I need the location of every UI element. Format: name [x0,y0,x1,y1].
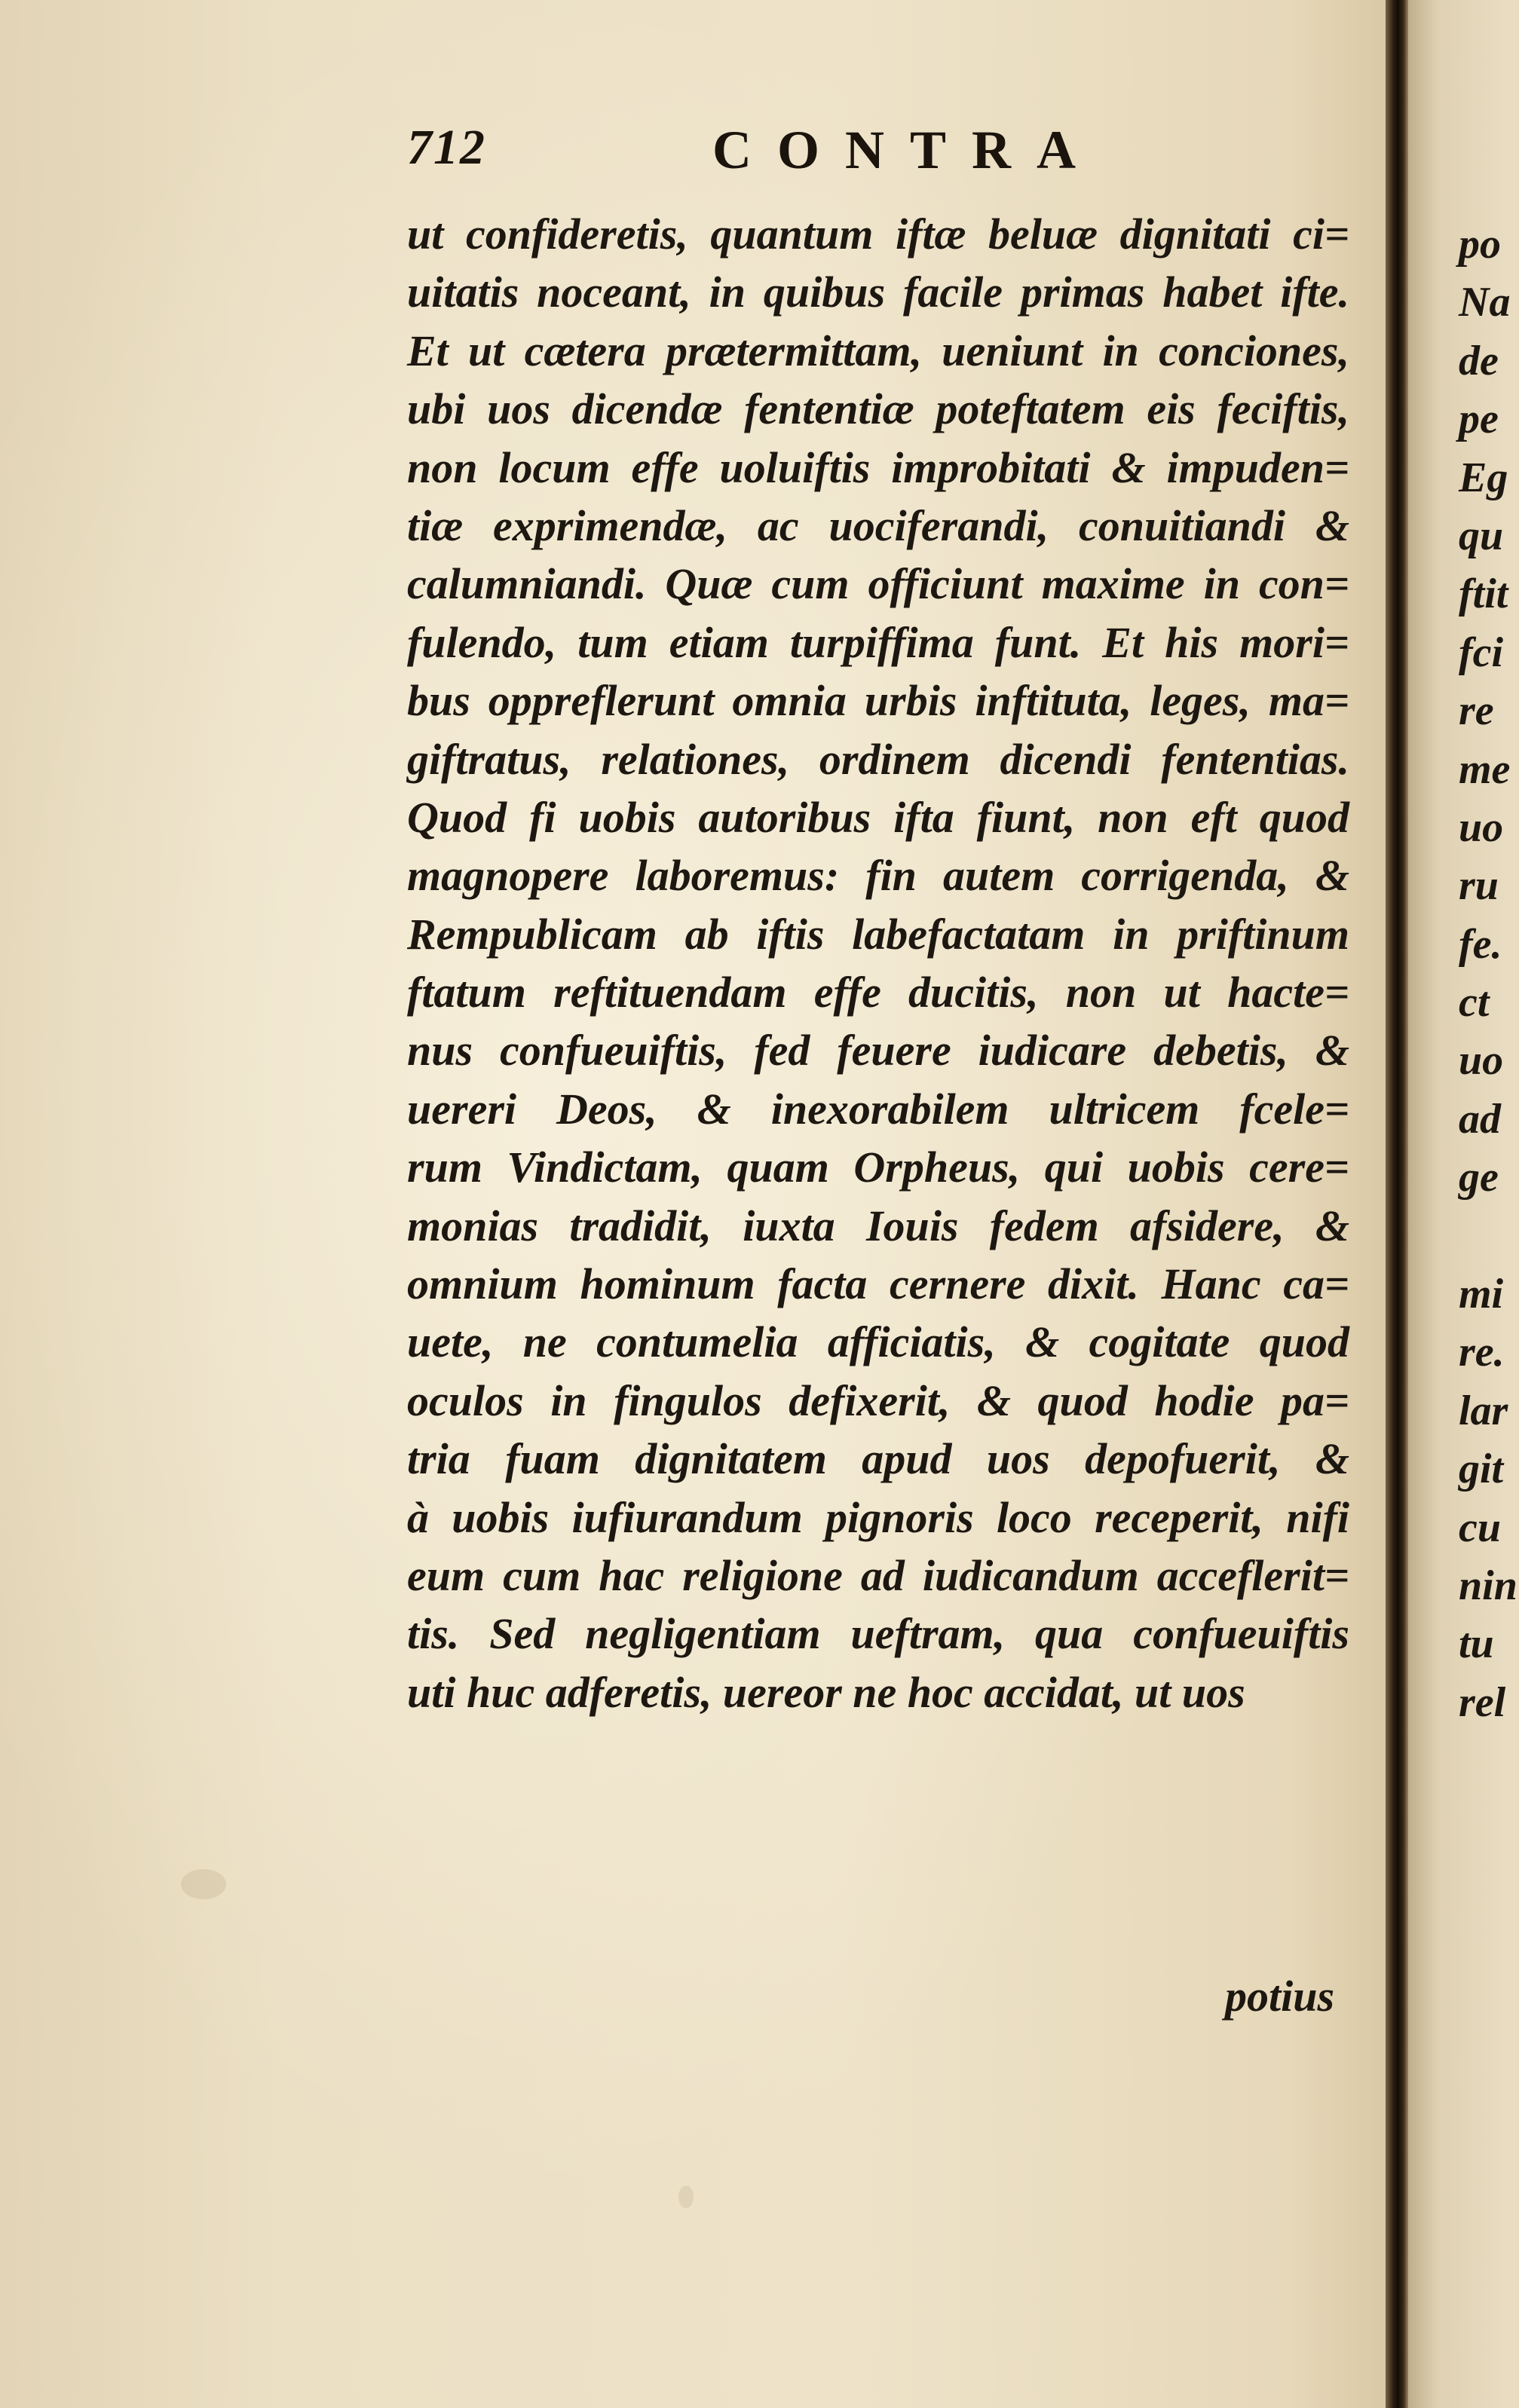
paper-stain [181,1869,226,1899]
fragment-line: cu [1459,1504,1501,1551]
fragment-line: rel [1459,1678,1506,1726]
text-line: tria fuam dignitatem apud uos depofuerit, & [407,1434,1349,1484]
text-line: uitatis noceant, in quibus facile primas habet ifte. [407,268,1349,317]
right-page-fragments [1459,216,1519,1732]
fragment-line: re [1459,687,1494,735]
fragment-line: pe [1459,396,1499,443]
text-line: nus confueuiftis, fed feuere iudicare debetis, & [407,1026,1349,1075]
fragment-line: nin [1459,1562,1517,1609]
fragment-line: Eg [1459,454,1508,501]
body-text [407,205,1349,1721]
text-line: Et ut cætera prætermittam, ueniunt in conciones, [407,326,1349,375]
text-line: rum Vindictam, quam Orpheus, qui uobis cere= [407,1143,1349,1192]
paper-stain [678,2186,694,2208]
text-line: omnium hominum facta cernere dixit. Hanc ca= [407,1259,1349,1309]
fragment-line: de [1459,337,1499,384]
page-header [407,119,1312,187]
fragment-line: ru [1459,862,1499,910]
text-line: Rempublicam ab iftis labefactatam in priftinum [407,909,1349,959]
fragment-line: Na [1459,279,1511,326]
text-line: non locum effe uoluiftis improbitati & impuden= [407,442,1349,492]
text-line: bus oppreflerunt omnia urbis inftituta, leges, ma= [407,676,1349,726]
text-line: tiæ exprimendæ, ac uociferandi, conuitiandi & [407,500,1349,550]
text-line: magnopere laboremus: fin autem corrigenda, & [407,851,1349,901]
fragment-line: re. [1459,1329,1505,1376]
fragment-line: lar [1459,1387,1508,1434]
fragment-line: mi [1459,1271,1504,1318]
text-line: ut confideretis, quantum iftæ beluæ dignitati ci= [407,210,1349,259]
fragment-line: ad [1459,1095,1501,1143]
fragment-line: uo [1459,803,1504,851]
fragment-line [1459,1207,1519,1265]
text-line: fulendo, tum etiam turpiffima funt. Et his mori= [407,617,1349,667]
text-line: oculos in fingulos defixerit, & quod hodie pa= [407,1375,1349,1425]
fragment-line: qu [1459,512,1504,559]
text-line: uti huc adferetis, uereor ne hoc accidat, ut uos [407,1667,1245,1717]
fragment-line: ge [1459,1154,1499,1201]
text-line: monias tradidit, iuxta Iouis fedem afsidere, & [407,1201,1349,1250]
fragment-line: po [1459,221,1501,268]
fragment-line: fci [1459,629,1504,676]
fragment-line: uo [1459,1037,1504,1085]
fragment-line: me [1459,745,1511,793]
text-line: ftatum reftituendam effe ducitis, non ut hacte= [407,968,1349,1017]
fragment-line: ct [1459,979,1490,1027]
book-gutter [1386,0,1408,2408]
text-line: eum cum hac religione ad iudicandum acceflerit= [407,1550,1349,1600]
text-line: tis. Sed negligentiam ueftram, qua confueuiftis [407,1609,1349,1659]
text-line: giftratus, relationes, ordinem dicendi fententias. [407,734,1349,784]
text-line: calumniandi. Quæ cum officiunt maxime in con= [407,559,1349,609]
text-line: uete, ne contumelia afficiatis, & cogitate quod [407,1317,1349,1367]
fragment-line: ftit [1459,571,1508,618]
page-number: 712 [407,120,486,175]
text-line: Quod fi uobis autoribus ifta fiunt, non eft quod [407,792,1349,842]
text-line: à uobis iufiurandum pignoris loco receperit, nifi [407,1492,1349,1542]
running-head: CONTRA [712,120,1102,180]
fragment-line: fe. [1459,920,1502,968]
text-line: ubi uos dicendæ fententiæ poteftatem eis feciftis, [407,384,1349,434]
fragment-line: tu [1459,1620,1494,1668]
fragment-line: git [1459,1446,1504,1493]
catchword: potius [1225,1972,1335,2021]
text-line: uereri Deos, & inexorabilem ultricem fcele= [407,1084,1349,1134]
